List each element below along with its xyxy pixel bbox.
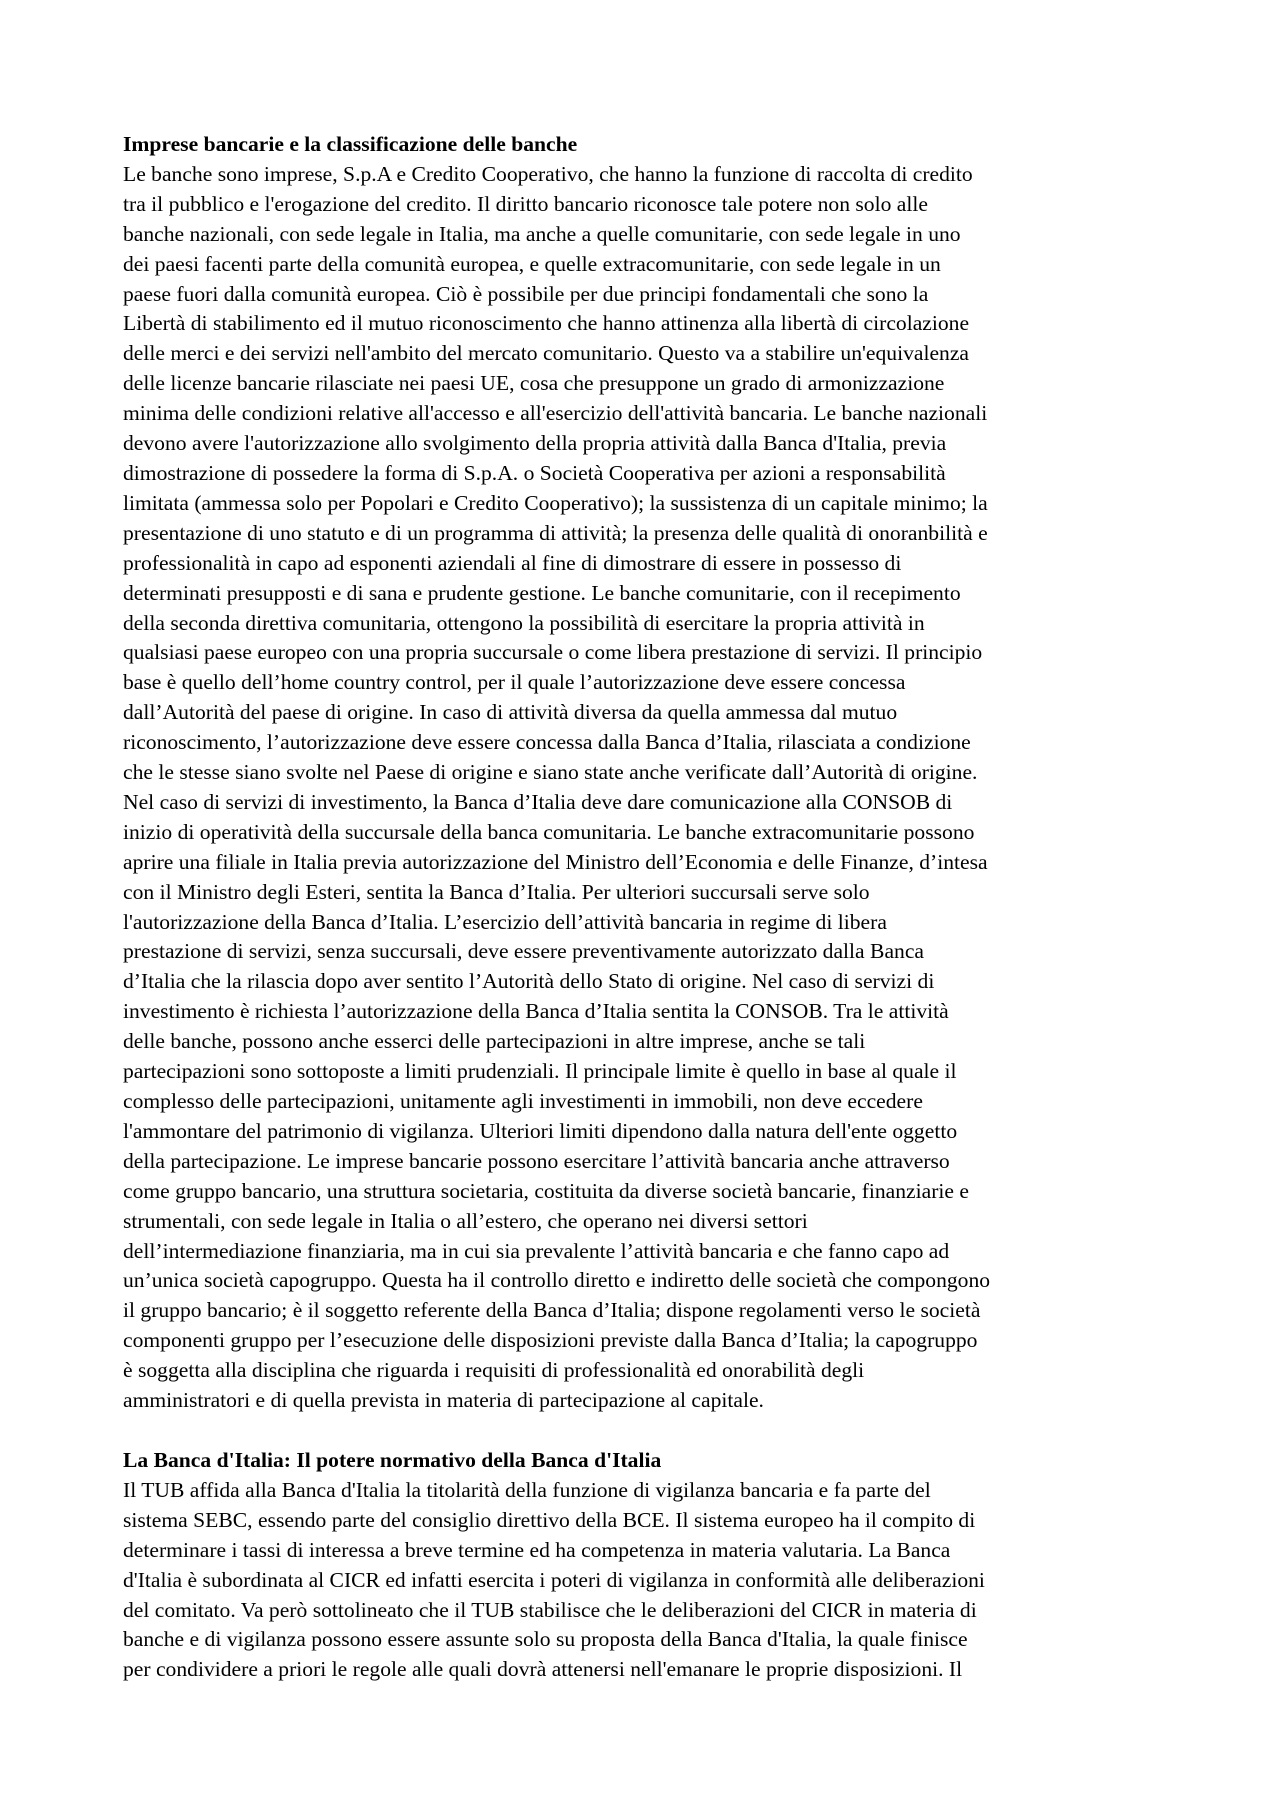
section-heading-banca-italia: La Banca d'Italia: Il potere normativo della Banca d'Italia	[123, 1447, 662, 1472]
section-body-banca-italia: Il TUB affida alla Banca d'Italia la titolarità della funzione di vigilanza bancaria e fa parte del sistema SEBC, essendo parte del consiglio direttivo della BCE. Il sistema europeo ha il compito di determinare i tassi di interessa a breve termine ed ha competenza in materia valutaria. La Banca d'Italia è subordinata al CICR ed infatti esercita i poteri di vigilanza in conformità alle deliberazioni del comitato. Va però sottolineato che il TUB stabilisce che le deliberazioni del CICR in materia di banche e di vigilanza possono essere assunte solo su proposta della Banca d'Italia, la quale finisce per condividere a priori le regole alle quali dovrà attenersi nell'emanare le proprie disposizioni. Il	[123, 1477, 985, 1682]
section-gap	[123, 1416, 1178, 1446]
section-heading-imprese-bancarie: Imprese bancarie e la classificazione delle banche	[123, 132, 578, 156]
document-body	[123, 130, 1178, 1685]
section-body-imprese-bancarie: Le banche sono imprese, S.p.A e Credito Cooperativo, che hanno la funzione di raccolta di credito tra il pubblico e l'erogazione del credito. Il diritto bancario riconosce tale potere non solo alle banche nazionali, con sede legale in Italia, ma anche a quelle comunitarie, con sede legale in uno dei paesi facenti parte della comunità europea, e quelle extracomunitarie, con sede legale in un paese fuori dalla comunità europea. Ciò è possibile per due principi fondamentali che sono la Libertà di stabilimento ed il mutuo riconoscimento che hanno attinenza alla libertà di circolazione delle merci e dei servizi nell'ambito del mercato comunitario. Questo va a stabilire un'equivalenza delle licenze bancarie rilasciate nei paesi UE, cosa che presuppone un grado di armonizzazione minima delle condizioni relative all'accesso e all'esercizio dell'attività bancaria. Le banche nazionali devono avere l'autorizzazione allo svolgimento della propria attività dalla Banca d'Italia, previa dimostrazione di possedere la forma di S.p.A. o Società Cooperativa per azioni a responsabilità limitata (ammessa solo per Popolari e Credito Cooperativo); la sussistenza di un capitale minimo; la presentazione di uno statuto e di un programma di attività; la presenza delle qualità di onoranbilità e professionalità in capo ad esponenti aziendali al fine di dimostrare di essere in possesso di determinati presupposti e di sana e prudente gestione. Le banche comunitarie, con il recepimento della seconda direttiva comunitaria, ottengono la possibilità di esercitare la propria attività in qualsiasi paese europeo con una propria succursale o come libera prestazione di servizi. Il principio base è quello dell’home country control, per il quale l’autorizzazione deve essere concessa dall’Autorità del paese di origine. In caso di attività diversa da quella ammessa dal mutuo riconoscimento, l’autorizzazione deve essere concessa dalla Banca d’Italia, rilasciata a condizione che le stesse siano svolte nel Paese di origine e siano state anche verificate dall’Autorità di origine. Nel caso di servizi di investimento, la Banca d’Italia deve dare comunicazione alla CONSOB di inizio di operatività della succursale della banca comunitaria. Le banche extracomunitarie possono aprire una filiale in Italia previa autorizzazione del Ministro dell’Economia e delle Finanze, d’intesa con il Ministro degli Esteri, sentita la Banca d’Italia. Per ulteriori succursali serve solo l'autorizzazione della Banca d’Italia. L’esercizio dell’attività bancaria in regime di libera prestazione di servizi, senza succursali, deve essere preventivamente autorizzato dalla Banca d’Italia che la rilascia dopo aver sentito l’Autorità dello Stato di origine. Nel caso di servizi di investimento è richiesta l’autorizzazione della Banca d’Italia sentita la CONSOB. Tra le attività delle banche, possono anche esserci delle partecipazioni in altre imprese, anche se tali partecipazioni sono sottoposte a limiti prudenziali. Il principale limite è quello in base al quale il complesso delle partecipazioni, unitamente agli investimenti in immobili, non deve eccedere l'ammontare del patrimonio di vigilanza. Ulteriori limiti dipendono dalla natura dell'ente oggetto della partecipazione. Le imprese bancarie possono esercitare l’attività bancaria anche attraverso come gruppo bancario, una struttura societaria, costituita da diverse società bancarie, finanziarie e strumentali, con sede legale in Italia o all’estero, che operano nei diversi settori dell’intermediazione finanziaria, ma in cui sia prevalente l’attività bancaria e che fanno capo ad un’unica società capogruppo. Questa ha il controllo diretto e indiretto delle società che compongono il gruppo bancario; è il soggetto referente della Banca d’Italia; dispone regolamenti verso le società componenti gruppo per l’esecuzione delle disposizioni previste dalla Banca d’Italia; la capogruppo è soggetta alla disciplina che riguarda i requisiti di professionalità ed onorabilità degli amministratori e di quella prevista in materia di partecipazione al capitale.	[123, 161, 991, 1413]
